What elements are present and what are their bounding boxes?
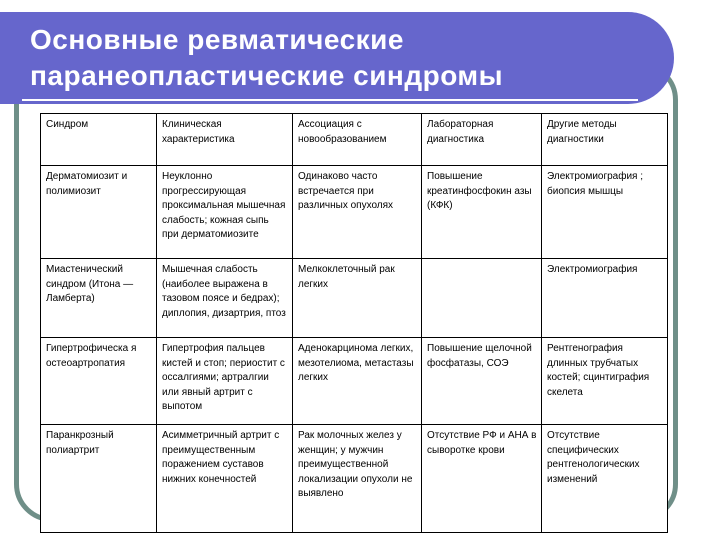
table-row xyxy=(41,338,668,425)
table-cell: Неуклонно прогрессирующая проксимальная мышечная слабость; кожная сыпь при дерматомиозите xyxy=(157,166,293,259)
table-cell: Повышение креатинфосфокин азы (КФК) xyxy=(422,166,542,259)
syndromes-table xyxy=(40,113,667,531)
table-cell: Отсутствие специфических рентгенологических изменений xyxy=(542,425,668,533)
table-cell: Одинаково часто встречается при различных опухолях xyxy=(293,166,422,259)
table-row xyxy=(41,259,668,338)
header-cell: Лабораторная диагностика xyxy=(422,114,542,166)
table-cell: Отсутствие РФ и АНА в сыворотке крови xyxy=(422,425,542,533)
header-cell: Синдром xyxy=(41,114,157,166)
page-title xyxy=(30,22,670,94)
title-line-2: паранеопластические синдромы xyxy=(30,60,504,91)
title-underline xyxy=(22,99,638,101)
table-cell: Повышение щелочной фосфатазы, СОЭ xyxy=(422,338,542,425)
table-cell: Гипертрофическа я остеоартропатия xyxy=(41,338,157,425)
header-cell: Клиническая характеристика xyxy=(157,114,293,166)
table-cell: Электромиография ; биопсия мышцы xyxy=(542,166,668,259)
table-cell xyxy=(422,259,542,338)
table-cell: Паранкрозный полиартрит xyxy=(41,425,157,533)
table-cell: Асимметричный артрит с преимущественным поражением суставов нижних конечностей xyxy=(157,425,293,533)
table-cell: Электромиография xyxy=(542,259,668,338)
table-cell: Мелкоклеточный рак легких xyxy=(293,259,422,338)
table-row xyxy=(41,166,668,259)
table-cell: Рак молочных желез у женщин; у мужчин преимущественной локализации опухоли не выявлено xyxy=(293,425,422,533)
table-row xyxy=(41,425,668,533)
table-cell: Мышечная слабость (наиболее выражена в тазовом поясе и бедрах); диплопия, дизартрия, птоз xyxy=(157,259,293,338)
table-cell: Гипертрофия пальцев кистей и стоп; периостит с оссалгиями; артралгии или явный артрит с выпотом xyxy=(157,338,293,425)
table-header-row xyxy=(41,114,668,166)
table-cell: Рентгенография длинных трубчатых костей; сцинтиграфия скелета xyxy=(542,338,668,425)
table-cell: Аденокарцинома легких, мезотелиома, метастазы легких xyxy=(293,338,422,425)
table-cell: Миастенический синдром (Итона —Ламберта) xyxy=(41,259,157,338)
header-cell: Ассоциация с новообразованием xyxy=(293,114,422,166)
header-cell: Другие методы диагностики xyxy=(542,114,668,166)
title-line-1: Основные ревматические xyxy=(30,24,404,55)
table-cell: Дерматомиозит и полимиозит xyxy=(41,166,157,259)
